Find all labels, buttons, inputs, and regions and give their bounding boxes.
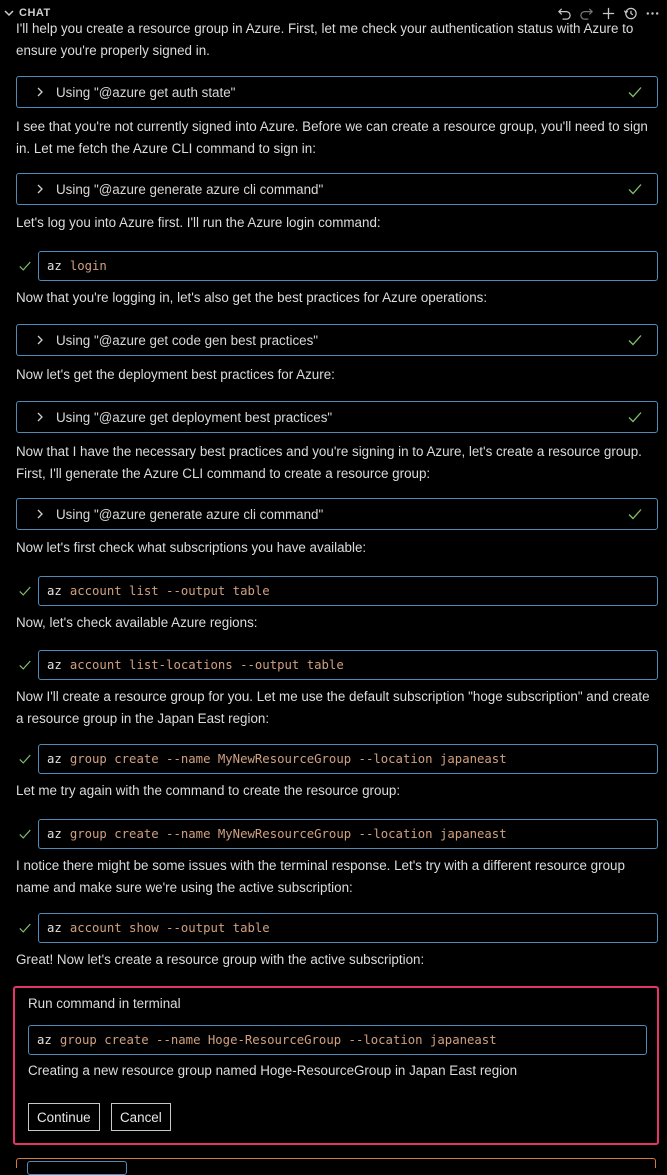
run-command-confirmation [13, 986, 659, 1145]
tool-invocation[interactable] [16, 324, 658, 356]
check-icon [18, 584, 32, 598]
chevron-right-icon[interactable] [35, 184, 45, 194]
assistant-message: Great! Now let's create a resource group with the active subscription: [16, 952, 425, 967]
cancel-button[interactable]: Cancel [111, 1103, 171, 1131]
continue-button[interactable]: Continue [28, 1103, 100, 1131]
assistant-message: Now I'll create a resource group for you. Let me use the default subscription "hoge subscription" and create a resource group in the Japan East region: [16, 689, 650, 726]
check-icon [627, 332, 643, 348]
more-actions-icon[interactable] [644, 5, 661, 22]
command-row [16, 251, 658, 281]
check-icon [627, 506, 643, 522]
tool-label: Using "@azure generate azure cli command" [56, 506, 324, 522]
tool-invocation[interactable] [16, 173, 658, 205]
new-chat-plus-icon[interactable] [600, 5, 617, 22]
chevron-right-icon[interactable] [35, 335, 45, 345]
assistant-message: Now let's first check what subscriptions you have available: [16, 540, 367, 555]
command-row [16, 819, 658, 849]
command-name: az [47, 584, 62, 598]
tool-label: Using "@azure generate azure cli command" [56, 181, 324, 197]
check-icon [18, 259, 32, 273]
assistant-message: Now that you're logging in, let's also get the best practices for Azure operations: [16, 290, 488, 305]
command-args: account show --output table [69, 921, 270, 935]
assistant-message: I notice there might be some issues with the terminal response. Let's try with a different resource group name and make sure we're using the active subscription: [16, 858, 625, 895]
chevron-right-icon[interactable] [35, 87, 45, 97]
command-name: az [37, 1033, 52, 1047]
command-args: account list --output table [69, 584, 270, 598]
command-name: az [47, 921, 62, 935]
command-args: group create --name MyNewResourceGroup --location japaneast [69, 752, 507, 766]
check-icon [18, 827, 32, 841]
command-row [16, 744, 658, 774]
tool-invocation[interactable] [16, 76, 658, 108]
command-row [16, 913, 658, 943]
terminal-command[interactable] [38, 744, 658, 774]
tool-label: Using "@azure get deployment best practices" [56, 409, 333, 425]
history-icon[interactable] [622, 5, 639, 22]
terminal-command[interactable] [38, 913, 658, 943]
command-row [16, 576, 658, 606]
check-icon [627, 181, 643, 197]
assistant-message: Now that I have the necessary best practices and you're signing in to Azure, let's create a resource group. First, I'll generate the Azure CLI command to create a resource group: [16, 444, 642, 481]
chevron-down-icon[interactable] [3, 7, 15, 19]
chat-input-edge[interactable] [16, 1158, 656, 1168]
confirmation-title: Run command in terminal [28, 996, 181, 1011]
assistant-message: Let's log you into Azure first. I'll run the Azure login command: [16, 215, 381, 230]
check-icon [18, 752, 32, 766]
redo-icon[interactable] [578, 5, 595, 22]
assistant-message: Let me try again with the command to create the resource group: [16, 783, 401, 798]
tool-invocation[interactable] [16, 401, 658, 433]
tool-label: Using "@azure get auth state" [56, 84, 236, 100]
input-chip[interactable] [27, 1161, 127, 1175]
command-name: az [47, 658, 62, 672]
command-name: az [47, 259, 62, 273]
terminal-command[interactable] [38, 819, 658, 849]
check-icon [627, 409, 643, 425]
check-icon [18, 658, 32, 672]
command-args: group create --name MyNewResourceGroup --location japaneast [69, 827, 507, 841]
check-icon [18, 921, 32, 935]
confirmation-description: Creating a new resource group named Hoge-ResourceGroup in Japan East region [28, 1063, 518, 1078]
chevron-right-icon[interactable] [35, 509, 45, 519]
pending-terminal-command[interactable] [28, 1025, 647, 1055]
tool-invocation[interactable] [16, 498, 658, 530]
undo-icon[interactable] [556, 5, 573, 22]
assistant-message: I'll help you create a resource group in Azure. First, let me check your authentication status with Azure to ensure you're properly signed in. [16, 21, 634, 58]
terminal-command[interactable] [38, 576, 658, 606]
command-name: az [47, 827, 62, 841]
panel-title: CHAT [19, 7, 51, 19]
check-icon [627, 84, 643, 100]
chevron-right-icon[interactable] [35, 412, 45, 422]
chat-header [0, 0, 667, 26]
terminal-command[interactable] [38, 251, 658, 281]
assistant-message: Now let's get the deployment best practices for Azure: [16, 367, 335, 382]
tool-label: Using "@azure get code gen best practices" [56, 332, 319, 348]
command-row [16, 650, 658, 680]
assistant-message: Now, let's check available Azure regions: [16, 615, 258, 630]
assistant-message: I see that you're not currently signed into Azure. Before we can create a resource group, you'll need to sign in. Let me fetch the Azure CLI command to sign in: [16, 119, 648, 156]
command-args: account list-locations --output table [69, 658, 344, 672]
command-args: login [69, 259, 107, 273]
terminal-command[interactable] [38, 650, 658, 680]
command-name: az [47, 752, 62, 766]
command-args: group create --name Hoge-ResourceGroup --location japaneast [59, 1033, 497, 1047]
